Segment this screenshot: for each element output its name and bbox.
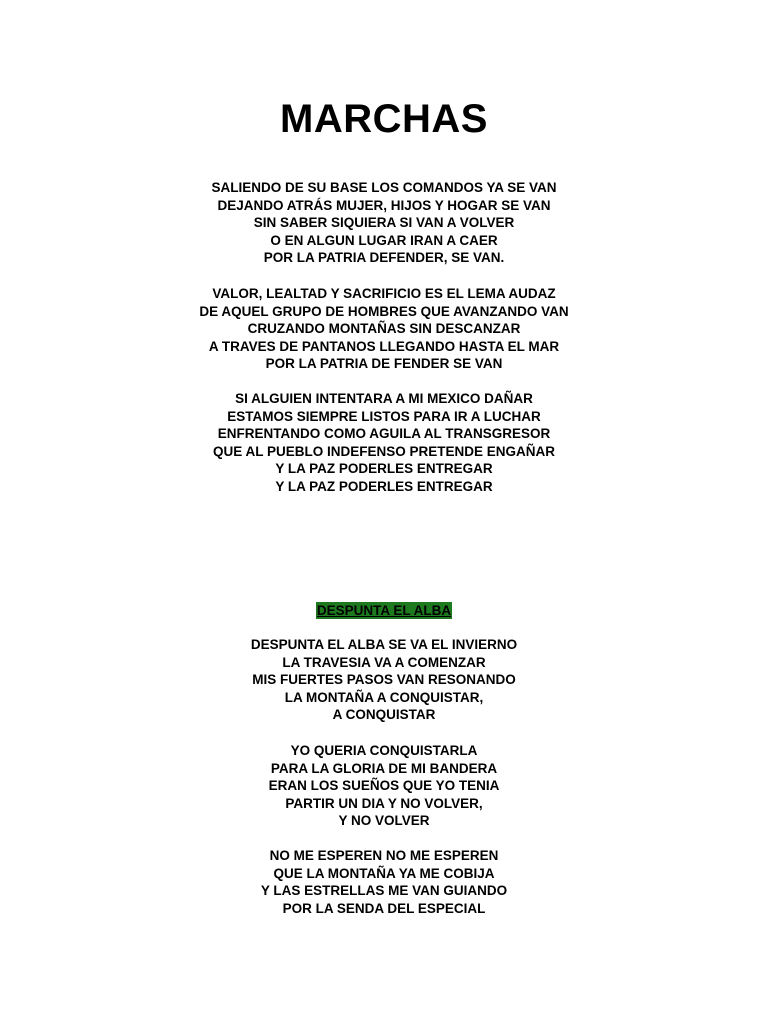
verse-line: ESTAMOS SIEMPRE LISTOS PARA IR A LUCHAR (227, 408, 541, 424)
song2-stanza-3 (0, 847, 768, 917)
verse-line: A TRAVES DE PANTANOS LLEGANDO HASTA EL MAR (208, 338, 560, 354)
song1-stanza-1 (0, 179, 768, 267)
verse-line: Y NO VOLVER (338, 813, 430, 829)
song2-title-wrap (0, 602, 768, 619)
verse-line: O EN ALGUN LUGAR IRAN A CAER (270, 232, 498, 248)
verse-line: SIN SABER SIQUIERA SI VAN A VOLVER (253, 215, 515, 231)
verse-line: VALOR, LEALTAD Y SACRIFICIO ES EL LEMA AUDAZ (212, 286, 556, 301)
verse-line: YO QUERIA CONQUISTARLA (290, 743, 478, 758)
verse-line: Y LA PAZ PODERLES ENTREGAR (275, 461, 493, 477)
verse-line: SI ALGUIEN INTENTARA A MI MEXICO DAÑAR (235, 391, 533, 406)
song1-stanza-2 (0, 285, 768, 373)
verse-line: DE AQUEL GRUPO DE HOMBRES QUE AVANZANDO VAN (199, 303, 569, 319)
verse-line: ENFRENTANDO COMO AGUILA AL TRANSGRESOR (217, 426, 551, 442)
verse-line: ERAN LOS SUEÑOS QUE YO TENIA (268, 778, 500, 794)
verse-line: NO ME ESPEREN NO ME ESPEREN (269, 848, 499, 863)
verse-line: DESPUNTA EL ALBA SE VA EL INVIERNO (250, 637, 518, 652)
verse-line: POR LA SENDA DEL ESPECIAL (282, 900, 486, 916)
verse-line: QUE LA MONTAÑA YA ME COBIJA (273, 865, 495, 881)
song1-stanza-3 (0, 390, 768, 496)
page-title: MARCHAS (280, 97, 488, 141)
song2-stanza-1 (0, 636, 768, 724)
verse-line: LA TRAVESIA VA A COMENZAR (282, 654, 486, 670)
verse-line: CRUZANDO MONTAÑAS SIN DESCANZAR (247, 321, 521, 337)
song2-title: DESPUNTA EL ALBA (316, 603, 452, 618)
verse-line: A CONQUISTAR (332, 707, 436, 723)
verse-line: PARTIR UN DIA Y NO VOLVER, (285, 795, 483, 811)
verse-line: Y LAS ESTRELLAS ME VAN GUIANDO (260, 883, 508, 899)
verse-line: MIS FUERTES PASOS VAN RESONANDO (252, 672, 516, 688)
verse-line: SALIENDO DE SU BASE LOS COMANDOS YA SE VAN (211, 180, 557, 195)
verse-line: Y LA PAZ PODERLES ENTREGAR (275, 478, 493, 494)
song2-stanza-2 (0, 742, 768, 830)
verse-line: QUE AL PUEBLO INDEFENSO PRETENDE ENGAÑAR (212, 443, 556, 459)
verse-line: POR LA PATRIA DEFENDER, SE VAN. (263, 250, 505, 266)
verse-line: DEJANDO ATRÁS MUJER, HIJOS Y HOGAR SE VAN (217, 197, 551, 213)
verse-line: LA MONTAÑA A CONQUISTAR, (284, 689, 484, 705)
verse-line: PARA LA GLORIA DE MI BANDERA (270, 760, 498, 776)
verse-line: POR LA PATRIA DE FENDER SE VAN (265, 356, 503, 372)
